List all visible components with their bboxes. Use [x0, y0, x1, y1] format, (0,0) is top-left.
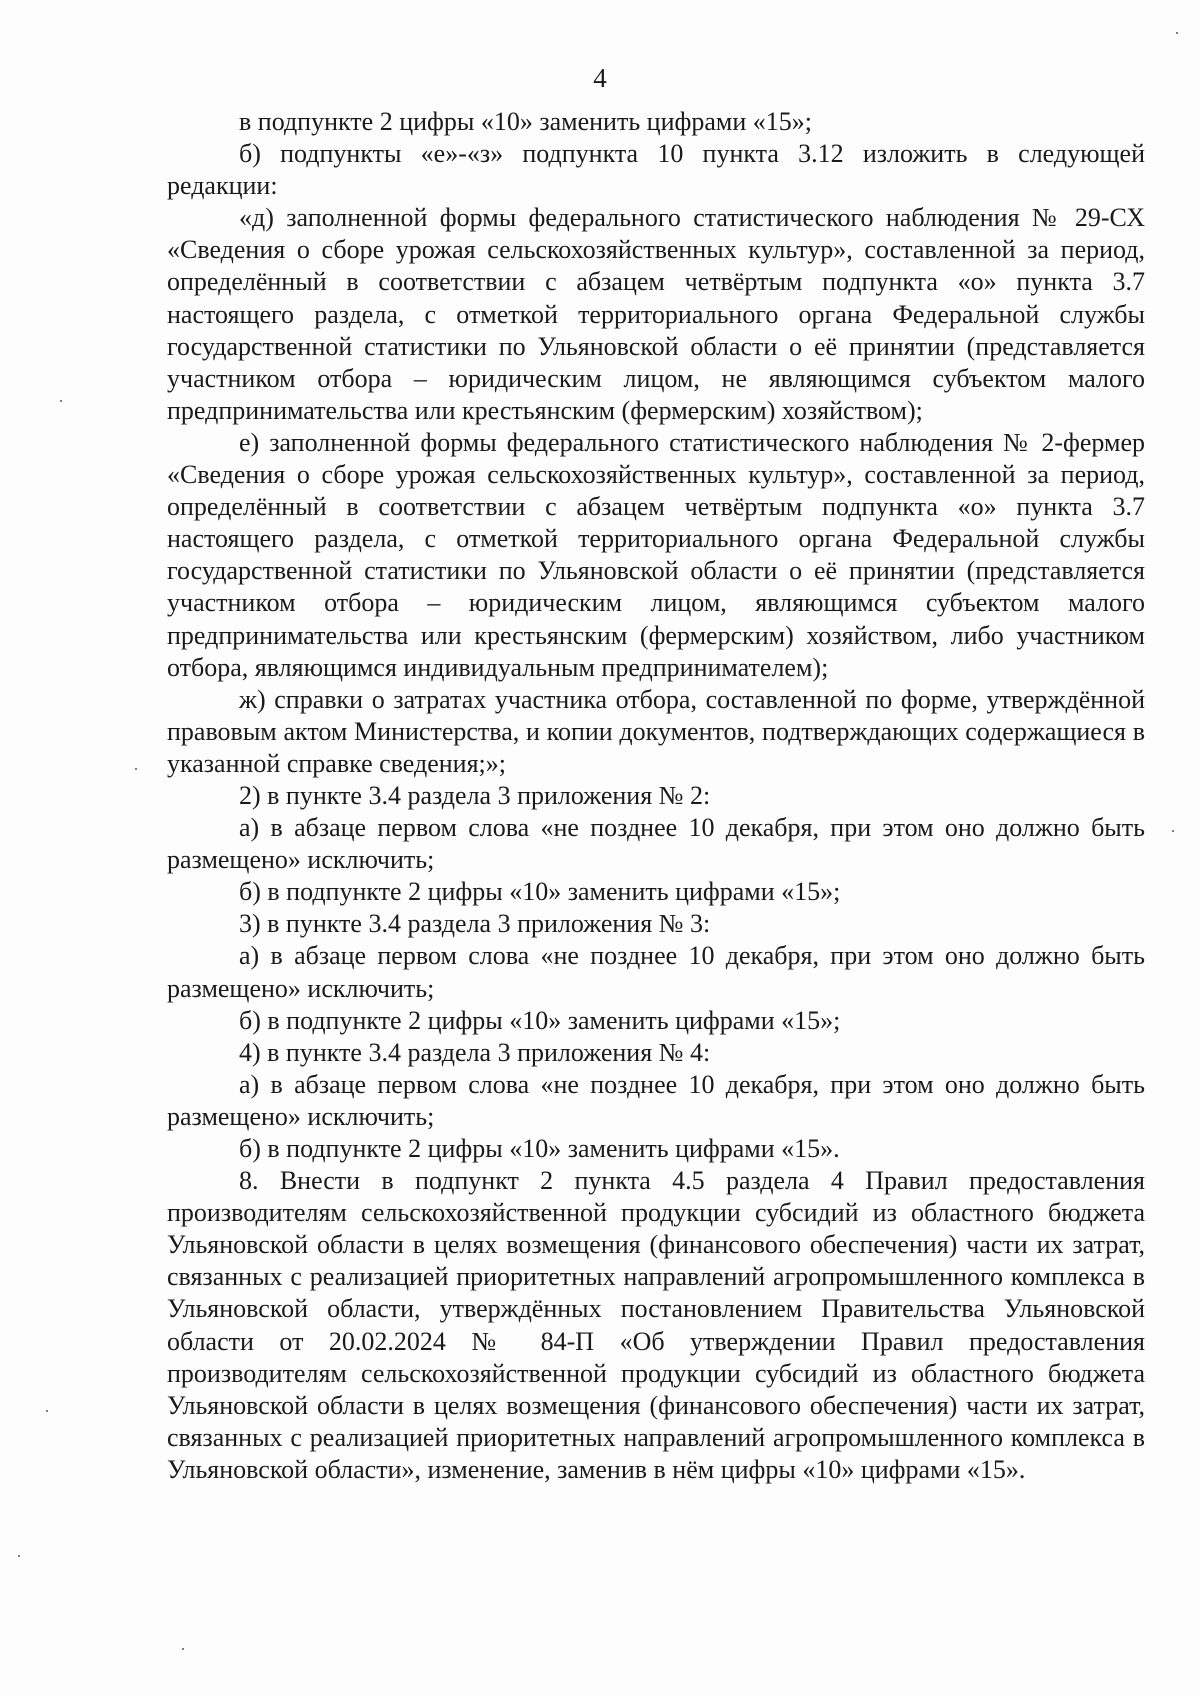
paragraph-9: 3) в пункте 3.4 раздела 3 приложения № 3: [239, 909, 711, 939]
paragraph-13: а) в абзаце первом слова «не позднее 10 декабря, при этом оно должно быть размещено» исключить; [167, 1069, 1145, 1131]
paragraph-14: б) в подпункте 2 цифры «10» заменить цифрами «15». [239, 1134, 840, 1163]
paragraph-10: а) в абзаце первом слова «не позднее 10 декабря, при этом оно должно быть размещено» исключить; [167, 941, 1145, 1003]
paragraph-15: 8. Внести в подпункт 2 пункта 4.5 раздела 4 Правил предоставления производителям сельскохозяйственной продукции субсидий из областного бюджета Ульяновской области в целях возмещения (финансового обеспечения) части их затрат, связанных с реализацией приоритетных направлений агропромышленного комплекса в Ульяновской области, утверждённых постановлением Правительства Ульяновской области от 20.02.2024 № 84-П «Об утверждении Правил предоставления производителям сельскохозяйственной продукции субсидий из областного бюджета Ульяновской области в целях возмещения (финансового обеспечения) части их затрат, связанных с реализацией приоритетных направлений агропромышленного комплекса в Ульяновской области», изменение, заменив в нём цифры «10» цифрами «15». [167, 1166, 1145, 1484]
paragraph-12: 4) в пункте 3.4 раздела 3 приложения № 4: [239, 1037, 711, 1067]
document-body [167, 106, 1145, 1486]
scan-speck [60, 400, 62, 402]
paragraph-11: б) в подпункте 2 цифры «10» заменить цифрами «15»; [239, 1005, 841, 1035]
paragraph-2: б) подпункты «е»-«з» подпункта 10 пункта 3.12 изложить в следующей редакции: [167, 139, 1145, 201]
scan-speck [1176, 32, 1178, 34]
scan-speck [46, 1410, 48, 1412]
scan-speck [1172, 830, 1174, 832]
paragraph-5: ж) справки о затратах участника отбора, составленной по форме, утверждённой правовым актом Министерства, и копии документов, подтверждающих содержащиеся в указанной справке сведения;»; [167, 684, 1145, 778]
page-number: 4 [593, 63, 607, 93]
scan-speck [182, 1648, 184, 1650]
scan-speck [135, 768, 137, 770]
scan-speck [18, 1555, 20, 1557]
paragraph-1: в подпункте 2 цифры «10» заменить цифрами «15»; [239, 107, 812, 136]
paragraph-3: «д) заполненной формы федерального статистического наблюдения № 29-СХ «Сведения о сборе урожая сельскохозяйственных культур», составленной за период, определённый в соответствии с абзацем четвёртым подпункта «о» пункта 3.7 настоящего раздела, с отметкой территориального органа Федеральной службы государственной статистики по Ульяновской области о её принятии (представляется участником отбора – юридическим лицом, не являющимся субъектом малого предпринимательства или крестьянским (фермерским) хозяйством); [167, 203, 1145, 425]
paragraph-8: б) в подпункте 2 цифры «10» заменить цифрами «15»; [239, 877, 841, 907]
paragraph-6: 2) в пункте 3.4 раздела 3 приложения № 2: [239, 780, 711, 810]
paragraph-4: е) заполненной формы федерального статистического наблюдения № 2-фермер «Сведения о сборе урожая сельскохозяйственных культур», составленной за период, определённый в соответствии с абзацем четвёртым подпункта «о» пункта 3.7 настоящего раздела, с отметкой территориального органа Федеральной службы государственной статистики по Ульяновской области о её принятии (представляется участником отбора – юридическим лицом, являющимся субъектом малого предпринимательства или крестьянским (фермерским) хозяйством, либо участником отбора, являющимся индивидуальным предпринимателем); [167, 427, 1145, 682]
paragraph-7: а) в абзаце первом слова «не позднее 10 декабря, при этом оно должно быть размещено» исключить; [167, 813, 1145, 875]
